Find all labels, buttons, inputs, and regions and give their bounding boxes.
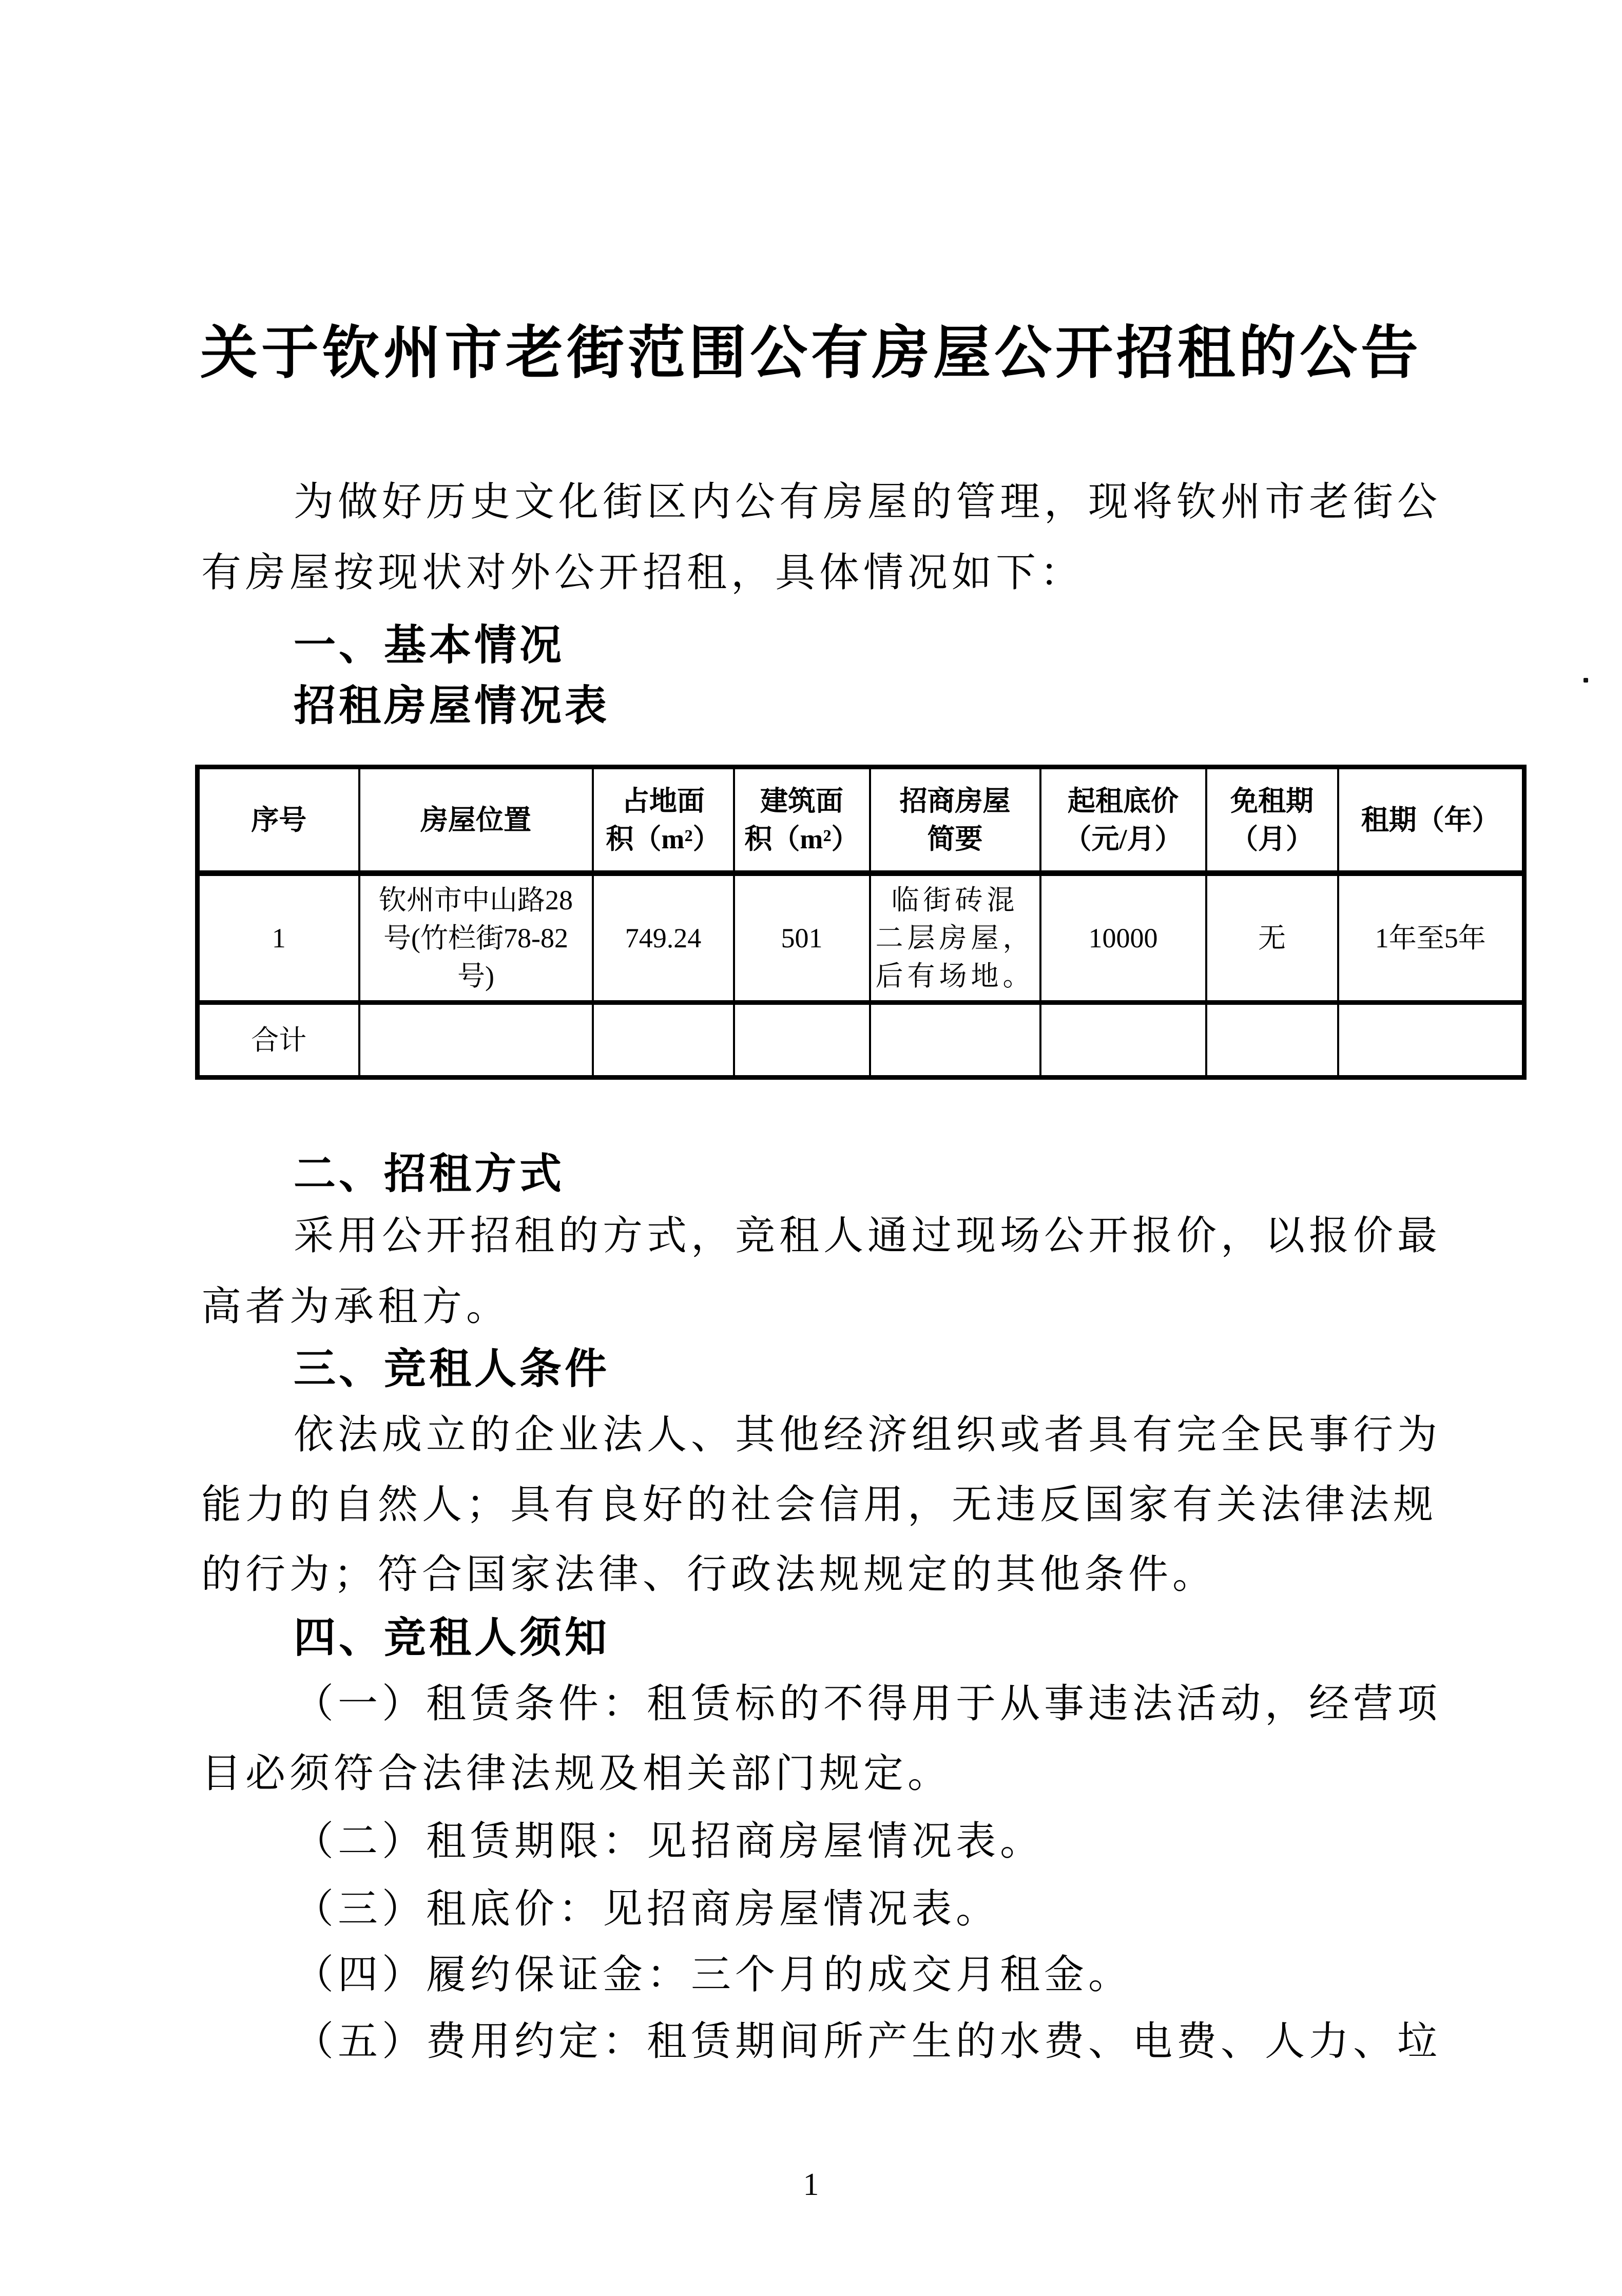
cell-starting-price: 10000 xyxy=(1040,873,1206,1003)
s2-line-2: 高者为承租方。 xyxy=(201,1284,511,1329)
cell-building-area: 501 xyxy=(734,873,870,1003)
s2-line-1: 采用公开招租的方式，竞租人通过现场公开报价，以报价最 xyxy=(294,1213,1442,1258)
scan-artifact-dot xyxy=(1584,678,1588,683)
cell-total-label: 合计 xyxy=(198,1003,359,1078)
intro-line-1: 为做好历史文化街区内公有房屋的管理，现将钦州市老街公 xyxy=(294,479,1442,524)
table-header-row xyxy=(198,767,1524,873)
cell-rent-free-period: 无 xyxy=(1206,873,1338,1003)
rental-housing-table xyxy=(195,765,1527,1080)
section-heading-1: 一、基本情况 xyxy=(294,622,565,669)
section-heading-3: 三、竞租人条件 xyxy=(294,1346,610,1392)
s4-line-4: （三）租底价：见招商房屋情况表。 xyxy=(294,1886,1000,1931)
document-title: 关于钦州市老街范围公有房屋公开招租的公告 xyxy=(200,321,1422,385)
s4-line-3: （二）租赁期限：见招商房屋情况表。 xyxy=(294,1819,1045,1863)
table-data-row xyxy=(198,873,1524,1003)
page-number: 1 xyxy=(803,2167,819,2202)
cell-land-area: 749.24 xyxy=(593,873,734,1003)
header-building-area: 建筑面 积（m²） xyxy=(734,767,870,873)
cell-empty xyxy=(359,1003,593,1078)
s4-line-2: 目必须符合法律法规及相关部门规定。 xyxy=(201,1751,952,1796)
cell-empty xyxy=(870,1003,1040,1078)
cell-serial-number: 1 xyxy=(198,873,359,1003)
table-total-row xyxy=(198,1003,1524,1078)
header-lease-term: 租期（年） xyxy=(1338,767,1524,873)
cell-empty xyxy=(593,1003,734,1078)
cell-empty xyxy=(1338,1003,1524,1078)
section-heading-2: 二、招租方式 xyxy=(294,1151,565,1197)
cell-empty xyxy=(1040,1003,1206,1078)
intro-line-2: 有房屋按现状对外公开招租，具体情况如下： xyxy=(201,550,1085,595)
cell-empty xyxy=(1206,1003,1338,1078)
header-rent-free-period: 免租期 （月） xyxy=(1206,767,1338,873)
header-house-location: 房屋位置 xyxy=(359,767,593,873)
s4-line-5: （四）履约保证金：三个月的成交月租金。 xyxy=(294,1952,1133,1997)
s3-line-3: 的行为；符合国家法律、行政法规规定的其他条件。 xyxy=(201,1552,1217,1597)
section-heading-4: 四、竞租人须知 xyxy=(294,1614,610,1661)
table-caption: 招租房屋情况表 xyxy=(294,683,610,729)
header-house-brief: 招商房屋 简要 xyxy=(870,767,1040,873)
cell-empty xyxy=(734,1003,870,1078)
cell-lease-term: 1年至5年 xyxy=(1338,873,1524,1003)
header-serial-number: 序号 xyxy=(198,767,359,873)
cell-house-location: 钦州市中山路28 号(竹栏街78-82 号) xyxy=(359,873,593,1003)
s3-line-2: 能力的自然人；具有良好的社会信用，无违反国家有关法律法规 xyxy=(201,1482,1438,1527)
s3-line-1: 依法成立的企业法人、其他经济组织或者具有完全民事行为 xyxy=(294,1412,1442,1457)
cell-house-brief: 临街砖混 二层房屋， 后有场地。 xyxy=(870,873,1040,1003)
s4-line-1: （一）租赁条件：租赁标的不得用于从事违法活动，经营项 xyxy=(294,1681,1442,1726)
header-starting-price: 起租底价 （元/月） xyxy=(1040,767,1206,873)
header-land-area: 占地面 积（m²） xyxy=(593,767,734,873)
s4-line-6: （五）费用约定：租赁期间所产生的水费、电费、人力、垃 xyxy=(294,2019,1442,2064)
